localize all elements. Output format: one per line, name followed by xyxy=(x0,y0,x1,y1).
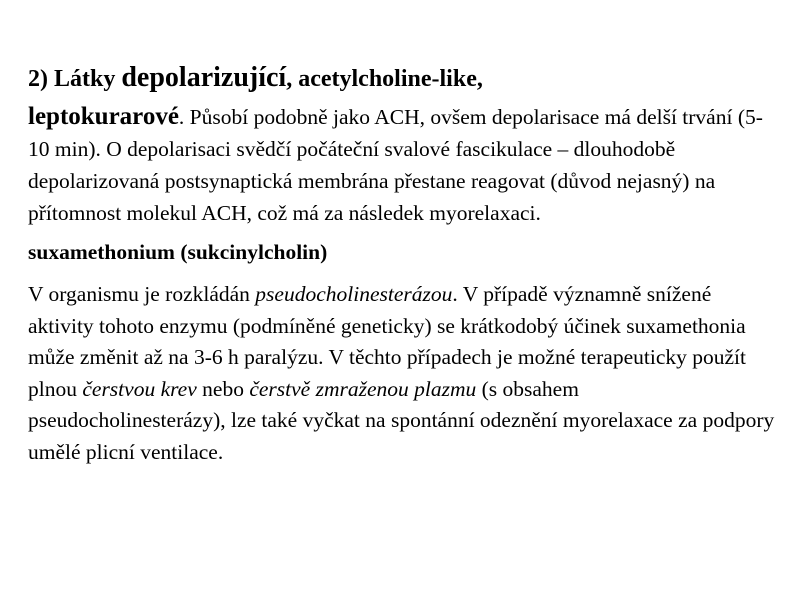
text-part-3: nebo xyxy=(196,376,250,401)
text-part-4: (s obsahem pseudocholinesterázy), lze také vyčkat na spontánní odeznění myorelaxace za podpory umělé plicní ventilace. xyxy=(28,376,775,464)
slide-content xyxy=(28,56,778,468)
italic-fresh-blood: čerstvou krev xyxy=(82,376,197,401)
heading-line xyxy=(28,56,778,101)
drug-name-heading: suxamethonium (sukcinylcholin) xyxy=(28,240,328,264)
italic-pseudocholinesterase: pseudocholinesterázou xyxy=(255,282,453,306)
paragraph-body: . Působí podobně jako ACH, ovšem depolarisace má delší trvání (5-10 min). O depolarisaci svědčí počáteční svalové fascikulace – dlouhodobě depolarizovaná postsynaptická membrána přestane reagovat (důvod nejasný) na přítomnost molekul ACH, což má za následek myorelaxaci. xyxy=(28,105,763,225)
heading-depolarizing: depolarizující xyxy=(121,62,287,93)
heading-leptokurare: leptokurarové xyxy=(28,103,179,130)
heading-prefix: 2) Látky xyxy=(28,66,122,92)
heading-acetylcholine-like: , acetylcholine-like, xyxy=(286,66,483,92)
italic-fresh-frozen-plasma: čerstvě zmraženou plazmu xyxy=(249,376,477,401)
paragraph-suxamethonium xyxy=(28,279,778,468)
paragraph-depolarizing-agents xyxy=(28,56,778,229)
text-part-1: V organismu je rozkládán xyxy=(28,282,256,306)
text-part-2: . V případě významně snížené aktivity tohoto enzymu (podmíněné geneticky) se krátkodobý účinek suxamethonia může změnit až na 3-6 h paralýzu. V těchto případech je možné terapeuticky použít plnou xyxy=(28,282,746,401)
